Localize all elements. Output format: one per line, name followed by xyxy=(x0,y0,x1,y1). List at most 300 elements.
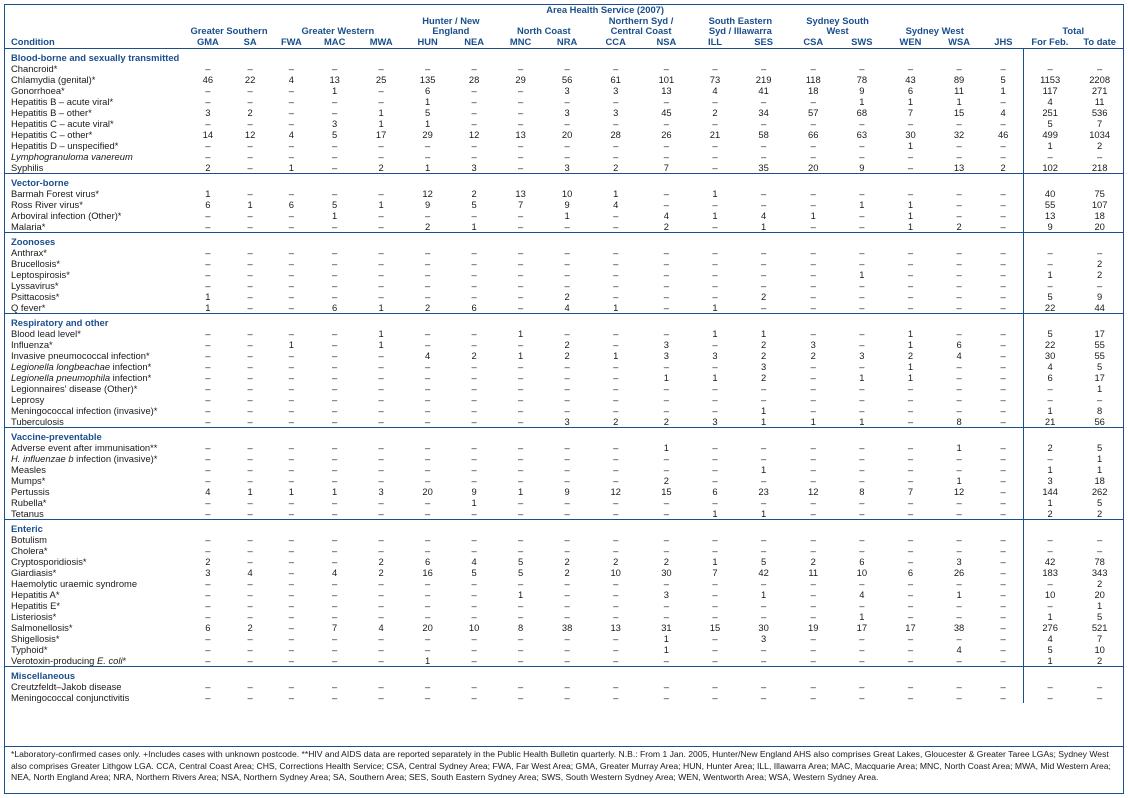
table-cell: – xyxy=(288,644,294,655)
group-heading: Respiratory and other xyxy=(5,314,1023,329)
table-cell: – xyxy=(205,508,211,519)
table-cell: – xyxy=(663,247,670,258)
table-cell: – xyxy=(1000,453,1006,464)
table-cell: – xyxy=(712,534,718,545)
table-cell: – xyxy=(332,258,338,269)
table-cell: – xyxy=(564,258,570,269)
table-cell: – xyxy=(247,611,253,622)
table-cell: – xyxy=(663,151,670,162)
table-cell: – xyxy=(517,383,524,394)
table-row xyxy=(5,622,1123,633)
table-cell: 75 xyxy=(1094,188,1105,199)
table-cell: 20 xyxy=(1094,221,1105,232)
table-cell: – xyxy=(247,453,253,464)
table-cell: – xyxy=(564,361,570,372)
table-cell: 1 xyxy=(663,442,670,453)
table-cell: – xyxy=(517,394,524,405)
table-cell: – xyxy=(761,188,767,199)
table-cell: – xyxy=(471,280,477,291)
table-cell: – xyxy=(471,394,477,405)
table-cell: 20 xyxy=(561,129,573,140)
table-cell: 1 xyxy=(1023,405,1076,416)
condition-label: Q fever* xyxy=(11,302,46,313)
condition-label: Cryptosporidiosis* xyxy=(11,556,87,567)
table-cell: – xyxy=(663,655,670,666)
table-cell: – xyxy=(471,372,477,383)
table-cell: 1 xyxy=(247,486,253,497)
table-cell: 1 xyxy=(712,328,718,339)
table-cell: – xyxy=(288,556,294,567)
table-cell: – xyxy=(956,199,962,210)
table-cell: 3 xyxy=(761,361,767,372)
table-cell: – xyxy=(712,199,718,210)
table-cell: – xyxy=(564,589,570,600)
table-cell: – xyxy=(332,556,338,567)
table-cell: – xyxy=(205,534,211,545)
table-cell: 1 xyxy=(907,339,914,350)
table-cell: – xyxy=(1000,188,1006,199)
table-cell: – xyxy=(205,118,211,129)
table-cell: – xyxy=(859,361,865,372)
table-cell: – xyxy=(471,151,477,162)
table-cell: – xyxy=(247,394,253,405)
table-cell: – xyxy=(247,497,253,508)
table-cell: 3 xyxy=(663,589,670,600)
table-cell: – xyxy=(471,475,477,486)
group-row xyxy=(5,49,1123,64)
table-cell: – xyxy=(471,328,477,339)
table-cell: – xyxy=(1000,567,1006,578)
table-cell: – xyxy=(1000,589,1006,600)
table-cell: 29 xyxy=(422,129,433,140)
table-cell: 9 xyxy=(471,486,477,497)
table-cell: – xyxy=(288,567,294,578)
table-cell: – xyxy=(425,339,431,350)
table-cell: 2 xyxy=(761,291,767,302)
table-cell: – xyxy=(613,247,619,258)
table-cell: – xyxy=(378,644,384,655)
table-cell: 20 xyxy=(422,622,433,633)
table-cell: – xyxy=(425,600,431,611)
table-cell: – xyxy=(613,655,619,666)
table-cell: – xyxy=(288,534,294,545)
table-cell: – xyxy=(288,394,294,405)
table-cell: – xyxy=(712,258,718,269)
condition-label: Hepatitis E* xyxy=(11,600,60,611)
table-cell: – xyxy=(712,442,718,453)
table-cell: – xyxy=(247,210,253,221)
table-cell: – xyxy=(613,210,619,221)
table-row xyxy=(5,394,1123,405)
table-cell: – xyxy=(205,692,211,703)
table-cell: – xyxy=(288,85,294,96)
table-cell: – xyxy=(1023,151,1076,162)
table-cell: – xyxy=(613,681,619,692)
table-cell: 38 xyxy=(953,622,965,633)
table-row xyxy=(5,350,1123,361)
table-cell: – xyxy=(1000,442,1006,453)
table-row xyxy=(5,578,1123,589)
table-cell: – xyxy=(761,545,767,556)
table-cell: – xyxy=(471,383,477,394)
table-cell: – xyxy=(471,85,477,96)
table-cell: – xyxy=(810,280,816,291)
table-cell: – xyxy=(517,372,524,383)
table-cell: 1 xyxy=(761,221,767,232)
table-cell: – xyxy=(517,578,524,589)
table-cell: – xyxy=(205,350,211,361)
table-cell: – xyxy=(712,280,718,291)
table-cell: – xyxy=(1000,486,1006,497)
table-cell: – xyxy=(517,644,524,655)
table-cell: – xyxy=(564,453,570,464)
table-cell: – xyxy=(332,280,338,291)
table-cell: – xyxy=(810,269,816,280)
table-cell: – xyxy=(613,633,619,644)
table-cell: 4 xyxy=(663,210,670,221)
table-cell: – xyxy=(332,497,338,508)
table-cell: – xyxy=(613,475,619,486)
table-cell: – xyxy=(663,361,670,372)
table-cell: – xyxy=(810,464,816,475)
table-cell: – xyxy=(1000,508,1006,519)
table-cell: – xyxy=(517,534,524,545)
table-cell: 2 xyxy=(247,622,253,633)
table-cell: – xyxy=(712,394,718,405)
table-cell: 55 xyxy=(1094,350,1105,361)
table-cell: – xyxy=(247,545,253,556)
table-cell: – xyxy=(425,453,431,464)
region-greater-southern: Greater Southern xyxy=(190,25,268,36)
table-row xyxy=(5,269,1123,280)
table-cell: 1 xyxy=(378,302,384,313)
table-cell: – xyxy=(471,600,477,611)
table-cell: 2 xyxy=(810,350,816,361)
table-cell: – xyxy=(613,269,619,280)
table-cell: – xyxy=(761,442,767,453)
table-cell: – xyxy=(907,302,914,313)
table-cell: 2 xyxy=(1023,508,1076,520)
table-cell: 2 xyxy=(1097,258,1103,269)
table-cell: 1 xyxy=(205,188,211,199)
table-cell: – xyxy=(378,247,384,258)
group-row xyxy=(5,520,1123,535)
table-cell: 6 xyxy=(1023,372,1076,383)
table-cell: – xyxy=(425,361,431,372)
table-row xyxy=(5,508,1123,520)
table-row xyxy=(5,140,1123,151)
table-cell: 11 xyxy=(808,567,819,578)
table-cell: 5 xyxy=(517,567,524,578)
table-cell: – xyxy=(247,280,253,291)
table-cell: – xyxy=(332,405,338,416)
table-cell: – xyxy=(1000,339,1006,350)
condition-label: Listeriosis* xyxy=(11,611,57,622)
table-cell: – xyxy=(564,140,570,151)
table-cell: – xyxy=(288,269,294,280)
table-cell: 10 xyxy=(856,567,868,578)
table-cell: – xyxy=(1000,118,1006,129)
table-cell: – xyxy=(288,600,294,611)
table-cell: – xyxy=(378,578,384,589)
table-cell: – xyxy=(956,497,962,508)
table-cell: – xyxy=(564,534,570,545)
table-cell: – xyxy=(288,361,294,372)
table-cell: 6 xyxy=(288,199,294,210)
table-cell: – xyxy=(332,221,338,232)
table-cell: – xyxy=(907,280,914,291)
column-header-ses: SES xyxy=(738,37,789,49)
table-cell: 536 xyxy=(1091,107,1108,118)
table-cell: 219 xyxy=(755,74,772,85)
condition-label: Hepatitis A* xyxy=(11,589,60,600)
table-cell: 19 xyxy=(808,622,819,633)
table-cell: – xyxy=(613,361,619,372)
table-cell: – xyxy=(859,328,865,339)
table-row xyxy=(5,63,1123,74)
table-cell: 1 xyxy=(378,118,384,129)
table-cell: – xyxy=(1000,269,1006,280)
table-cell: – xyxy=(613,221,619,232)
table-cell: – xyxy=(564,464,570,475)
table-cell: – xyxy=(332,578,338,589)
table-cell: – xyxy=(332,534,338,545)
column-header-sa: SA xyxy=(229,37,271,49)
table-cell: – xyxy=(471,633,477,644)
table-cell: – xyxy=(1000,258,1006,269)
table-cell: – xyxy=(564,681,570,692)
table-cell: 6 xyxy=(859,556,865,567)
table-cell: – xyxy=(288,464,294,475)
table-cell: – xyxy=(613,291,619,302)
table-cell: 55 xyxy=(1023,199,1076,210)
table-row xyxy=(5,118,1123,129)
table-cell: – xyxy=(205,589,211,600)
table-cell: – xyxy=(288,589,294,600)
table-cell: – xyxy=(332,692,338,703)
table-cell: – xyxy=(517,453,524,464)
table-cell: – xyxy=(1097,247,1103,258)
table-cell: 1 xyxy=(471,221,477,232)
table-cell: – xyxy=(288,258,294,269)
table-cell: 42 xyxy=(758,567,769,578)
table-cell: – xyxy=(613,405,619,416)
table-cell: 2 xyxy=(564,291,570,302)
table-cell: – xyxy=(613,118,619,129)
table-cell: – xyxy=(517,600,524,611)
table-cell: – xyxy=(517,269,524,280)
table-cell: – xyxy=(288,545,294,556)
table-cell: 12 xyxy=(244,129,256,140)
table-cell: 2 xyxy=(564,556,570,567)
table-cell: 13 xyxy=(661,85,672,96)
table-row xyxy=(5,302,1123,314)
region-north-coast: North Coast xyxy=(517,25,571,36)
table-cell: – xyxy=(332,383,338,394)
table-cell: – xyxy=(471,578,477,589)
table-cell: – xyxy=(810,644,816,655)
table-cell: – xyxy=(613,151,619,162)
table-cell: – xyxy=(712,221,718,232)
table-cell: 218 xyxy=(1091,162,1108,173)
table-cell: – xyxy=(471,545,477,556)
table-row xyxy=(5,416,1123,428)
table-cell: – xyxy=(1000,655,1006,666)
table-cell: – xyxy=(907,453,914,464)
table-cell: – xyxy=(471,508,477,519)
table-cell: 1034 xyxy=(1089,129,1111,140)
table-cell: 1 xyxy=(907,140,914,151)
table-cell: 2 xyxy=(378,567,384,578)
table-cell: 2 xyxy=(663,416,670,427)
table-cell: – xyxy=(247,221,253,232)
table-cell: 18 xyxy=(1094,475,1105,486)
table-cell: – xyxy=(956,247,962,258)
table-cell: 2 xyxy=(378,556,384,567)
table-cell: 18 xyxy=(1094,210,1105,221)
area-health-service-title: Area Health Service (2007) xyxy=(546,5,664,15)
table-cell: – xyxy=(471,107,477,118)
table-cell: 2 xyxy=(425,302,431,313)
table-cell: – xyxy=(810,258,816,269)
table-cell: 3 xyxy=(205,107,211,118)
table-cell: – xyxy=(378,534,384,545)
table-cell: – xyxy=(517,464,524,475)
table-cell: 2 xyxy=(564,350,570,361)
table-cell: – xyxy=(517,611,524,622)
table-cell: – xyxy=(907,383,914,394)
table-cell: – xyxy=(810,151,816,162)
table-cell: – xyxy=(956,534,962,545)
table-cell: – xyxy=(332,611,338,622)
table-cell: – xyxy=(425,416,431,427)
table-cell: – xyxy=(1000,221,1006,232)
table-cell: – xyxy=(810,578,816,589)
table-cell: 4 xyxy=(761,210,767,221)
table-cell: 5 xyxy=(1023,291,1076,302)
table-cell: – xyxy=(471,644,477,655)
table-cell: – xyxy=(247,118,253,129)
table-cell: 2 xyxy=(613,556,619,567)
table-cell: – xyxy=(247,63,253,74)
column-header-ill: ILL xyxy=(692,37,738,49)
table-cell: – xyxy=(859,394,865,405)
table-cell: 4 xyxy=(1000,107,1006,118)
table-cell: – xyxy=(205,210,211,221)
region-greater-western: Greater Western xyxy=(301,25,375,36)
condition-label: Hepatitis B – acute viral* xyxy=(11,96,114,107)
table-cell: – xyxy=(712,140,718,151)
table-cell: 23 xyxy=(758,486,769,497)
table-cell: 5 xyxy=(425,107,431,118)
condition-label: Chancroid* xyxy=(11,63,58,74)
table-cell: – xyxy=(956,600,962,611)
table-cell: – xyxy=(613,372,619,383)
table-cell: 2 xyxy=(205,556,211,567)
table-cell: – xyxy=(956,210,962,221)
table-row xyxy=(5,655,1123,667)
table-cell: – xyxy=(517,655,524,666)
table-cell: – xyxy=(517,258,524,269)
table-cell: – xyxy=(425,475,431,486)
table-cell: – xyxy=(205,361,211,372)
table-cell: – xyxy=(956,63,962,74)
table-row xyxy=(5,151,1123,162)
table-cell: – xyxy=(332,269,338,280)
table-cell: – xyxy=(761,453,767,464)
table-cell: – xyxy=(378,442,384,453)
table-cell: – xyxy=(378,464,384,475)
table-cell: 1 xyxy=(1023,140,1076,151)
table-cell: – xyxy=(332,140,338,151)
table-cell: – xyxy=(517,210,524,221)
table-cell: – xyxy=(859,118,865,129)
table-cell: – xyxy=(1000,394,1006,405)
table-cell: 4 xyxy=(1023,633,1076,644)
table-cell: 10 xyxy=(1094,644,1105,655)
table-cell: – xyxy=(907,442,914,453)
table-cell: 3 xyxy=(205,567,211,578)
table-cell: 1 xyxy=(1023,655,1076,667)
table-cell: 1 xyxy=(247,199,253,210)
column-header-hun: HUN xyxy=(404,37,450,49)
table-cell: – xyxy=(907,633,914,644)
table-cell: – xyxy=(712,692,718,703)
table-cell: – xyxy=(859,302,865,313)
table-cell: – xyxy=(810,291,816,302)
table-cell: – xyxy=(425,633,431,644)
table-cell: – xyxy=(1000,578,1006,589)
table-cell: 2 xyxy=(471,350,477,361)
table-cell: – xyxy=(1000,611,1006,622)
table-cell: 4 xyxy=(712,85,718,96)
table-cell: – xyxy=(712,681,718,692)
table-cell: 1 xyxy=(810,210,816,221)
table-row xyxy=(5,442,1123,453)
table-cell: – xyxy=(712,269,718,280)
table-cell: – xyxy=(613,453,619,464)
table-cell: – xyxy=(517,140,524,151)
table-cell: – xyxy=(425,692,431,703)
table-cell: – xyxy=(613,644,619,655)
table-cell: – xyxy=(332,372,338,383)
table-cell: 2 xyxy=(663,221,670,232)
table-cell: – xyxy=(425,611,431,622)
table-cell: – xyxy=(1000,361,1006,372)
table-cell: 63 xyxy=(856,129,868,140)
footnote: *Laboratory-confirmed cases only. +Includes cases with unknown postcode. **HIV and AIDS data are reported separately in the Public Health Bulletin quarterly. N.B.: From 1 Jan. 2005, Hunter/New England AHS also comprises Great Lakes, Gloucester & Greater Taree LGAs; Sydney West also comprises Greater Lithgow LGA. CCA, Central Coast Area; CHS, Corrections Health Service; CSA, Central Sydney Area; FWA, Far West Area; GMA, Greater Murray Area; HUN, Hunter Area; ILL, Illawarra Area; MAC, Macquarie Area; MNC, North Coast Area; MWA, Mid Western Area; NEA, North England Area; NRA, Northern Rivers Area; NSA, Northern Sydney Area; SA, Southern Area; SES, South Eastern Sydney Area; SWS, South Western Sydney Area; WEN, Wentworth Area; WSA, Western Sydney Area. xyxy=(5,746,1123,786)
table-cell: – xyxy=(288,578,294,589)
table-cell: 13 xyxy=(515,129,526,140)
table-cell: 8 xyxy=(956,416,962,427)
table-cell: 2 xyxy=(663,556,670,567)
table-cell: 1 xyxy=(859,96,865,107)
table-cell: – xyxy=(956,692,962,703)
table-cell: 46 xyxy=(202,74,214,85)
table-cell: – xyxy=(761,302,767,313)
table-cell: 1 xyxy=(613,350,619,361)
table-cell: – xyxy=(1000,383,1006,394)
table-cell: – xyxy=(712,339,718,350)
table-cell: – xyxy=(517,302,524,313)
table-cell: – xyxy=(613,508,619,519)
condition-label: Meningococcal infection (invasive)* xyxy=(11,405,158,416)
group-heading: Enteric xyxy=(5,520,1023,535)
table-cell: – xyxy=(613,464,619,475)
table-cell: 55 xyxy=(1094,339,1105,350)
table-cell: – xyxy=(378,96,384,107)
table-cell: – xyxy=(810,681,816,692)
